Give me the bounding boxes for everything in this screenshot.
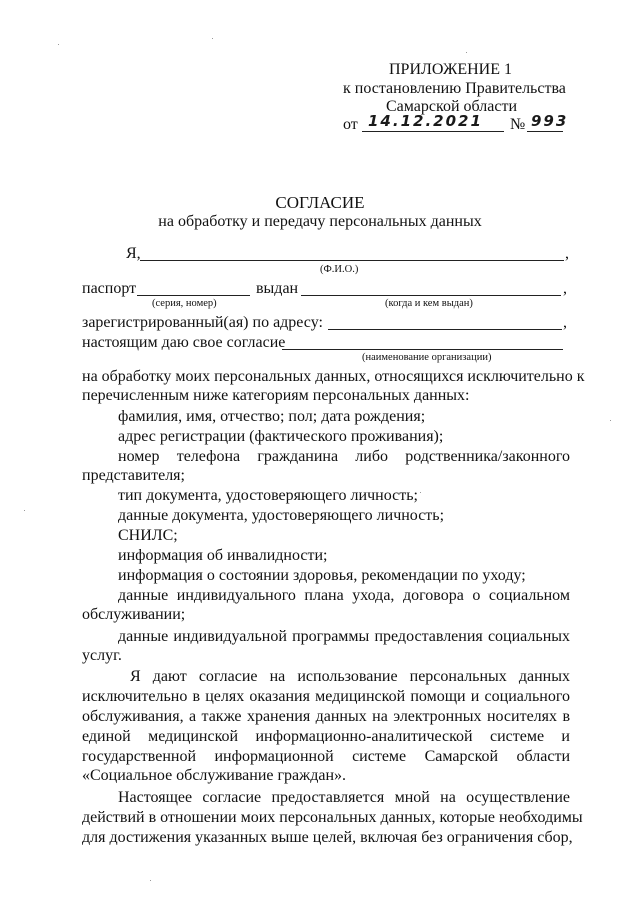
- fio-comma: ,: [565, 245, 569, 262]
- date-label: от: [343, 116, 358, 133]
- issued-field[interactable]: [301, 295, 561, 296]
- list-item: данные индивидуального плана ухода, договора о социальном: [118, 587, 570, 604]
- address-comma: ,: [563, 314, 567, 331]
- list-item-cont: услуг.: [82, 647, 122, 664]
- list-item: информация о состоянии здоровья, рекомендации по уходу;: [118, 567, 526, 584]
- list-item: СНИЛС;: [118, 527, 178, 544]
- appendix-line-2: Самарской области: [386, 98, 517, 115]
- organization-field[interactable]: [282, 349, 563, 350]
- body-text-line: обслуживания, а также хранения данных на электронных носителях в: [82, 708, 570, 725]
- document-title: СОГЛАСИЕ: [275, 193, 365, 212]
- list-item: данные индивидуальной программы предоставления социальных: [118, 628, 570, 645]
- body-text-line: действий в отношении моих персональных данных, которые необходимы: [82, 809, 583, 826]
- list-item-cont: обслуживании;: [82, 606, 186, 623]
- number-underline: [527, 131, 563, 132]
- date-underline: [362, 131, 504, 132]
- organization-hint: (наименование организации): [362, 352, 492, 363]
- body-text-line: перечисленным ниже категориям персональных данных:: [82, 387, 470, 404]
- issued-comma: ,: [563, 280, 567, 297]
- issued-label: выдан: [256, 280, 299, 297]
- scan-speck: [610, 420, 611, 421]
- body-text-line: единой медицинской информационно-аналитической системе и: [82, 728, 570, 745]
- body-text-line: «Социальное обслуживание граждан».: [82, 767, 347, 784]
- scan-speck: [466, 52, 467, 53]
- passport-label: паспорт: [82, 280, 137, 297]
- consent-label: настоящим даю свое согласие: [82, 334, 286, 351]
- fio-hint: (Ф.И.О.): [320, 264, 359, 275]
- registered-label: зарегистрированный(ая) по адресу:: [82, 314, 323, 331]
- issued-hint: (когда и кем выдан): [385, 298, 473, 309]
- list-item: фамилия, имя, отчество; пол; дата рождения;: [118, 408, 426, 425]
- ya-label: Я,: [126, 245, 141, 262]
- scan-speck: [150, 880, 151, 881]
- passport-field[interactable]: [137, 295, 250, 296]
- body-text-line: на обработку моих персональных данных, относящихся исключительно к: [82, 368, 585, 385]
- document-subtitle: на обработку и передачу персональных данных: [158, 213, 482, 230]
- scan-speck: [58, 44, 59, 45]
- list-item: адрес регистрации (фактического проживания);: [118, 428, 444, 445]
- list-item: тип документа, удостоверяющего личность;: [118, 487, 418, 504]
- appendix-line-1: к постановлению Правительства: [343, 80, 566, 97]
- body-text-line: исключительно в целях оказания медицинской помощи и социального: [82, 688, 570, 705]
- body-text-line: Настоящее согласие предоставляется мной на осуществление: [118, 789, 570, 806]
- series-hint: (серия, номер): [152, 298, 217, 309]
- list-item: данные документа, удостоверяющего личность;: [118, 507, 445, 524]
- list-item-cont: представителя;: [82, 467, 185, 484]
- body-text-line: Я дают согласие на использование персональных данных: [130, 668, 570, 685]
- fio-field[interactable]: [140, 260, 564, 261]
- scan-speck: [212, 38, 213, 39]
- body-text-line: государственной информационной системе Самарской области: [82, 748, 570, 765]
- address-field[interactable]: [328, 329, 562, 330]
- body-text-line: для достижения указанных выше целей, включая без ограничения сбор,: [82, 829, 573, 846]
- scan-speck: [24, 510, 25, 511]
- list-item: информация об инвалидности;: [118, 547, 328, 564]
- appendix-title: ПРИЛОЖЕНИЕ 1: [389, 61, 513, 78]
- scan-speck: [420, 492, 421, 493]
- number-label: №: [510, 116, 526, 133]
- handwritten-number: 993: [531, 112, 569, 130]
- list-item: номер телефона гражданина либо родственника/законного: [118, 448, 570, 465]
- handwritten-date: 14.12.2021: [368, 112, 483, 130]
